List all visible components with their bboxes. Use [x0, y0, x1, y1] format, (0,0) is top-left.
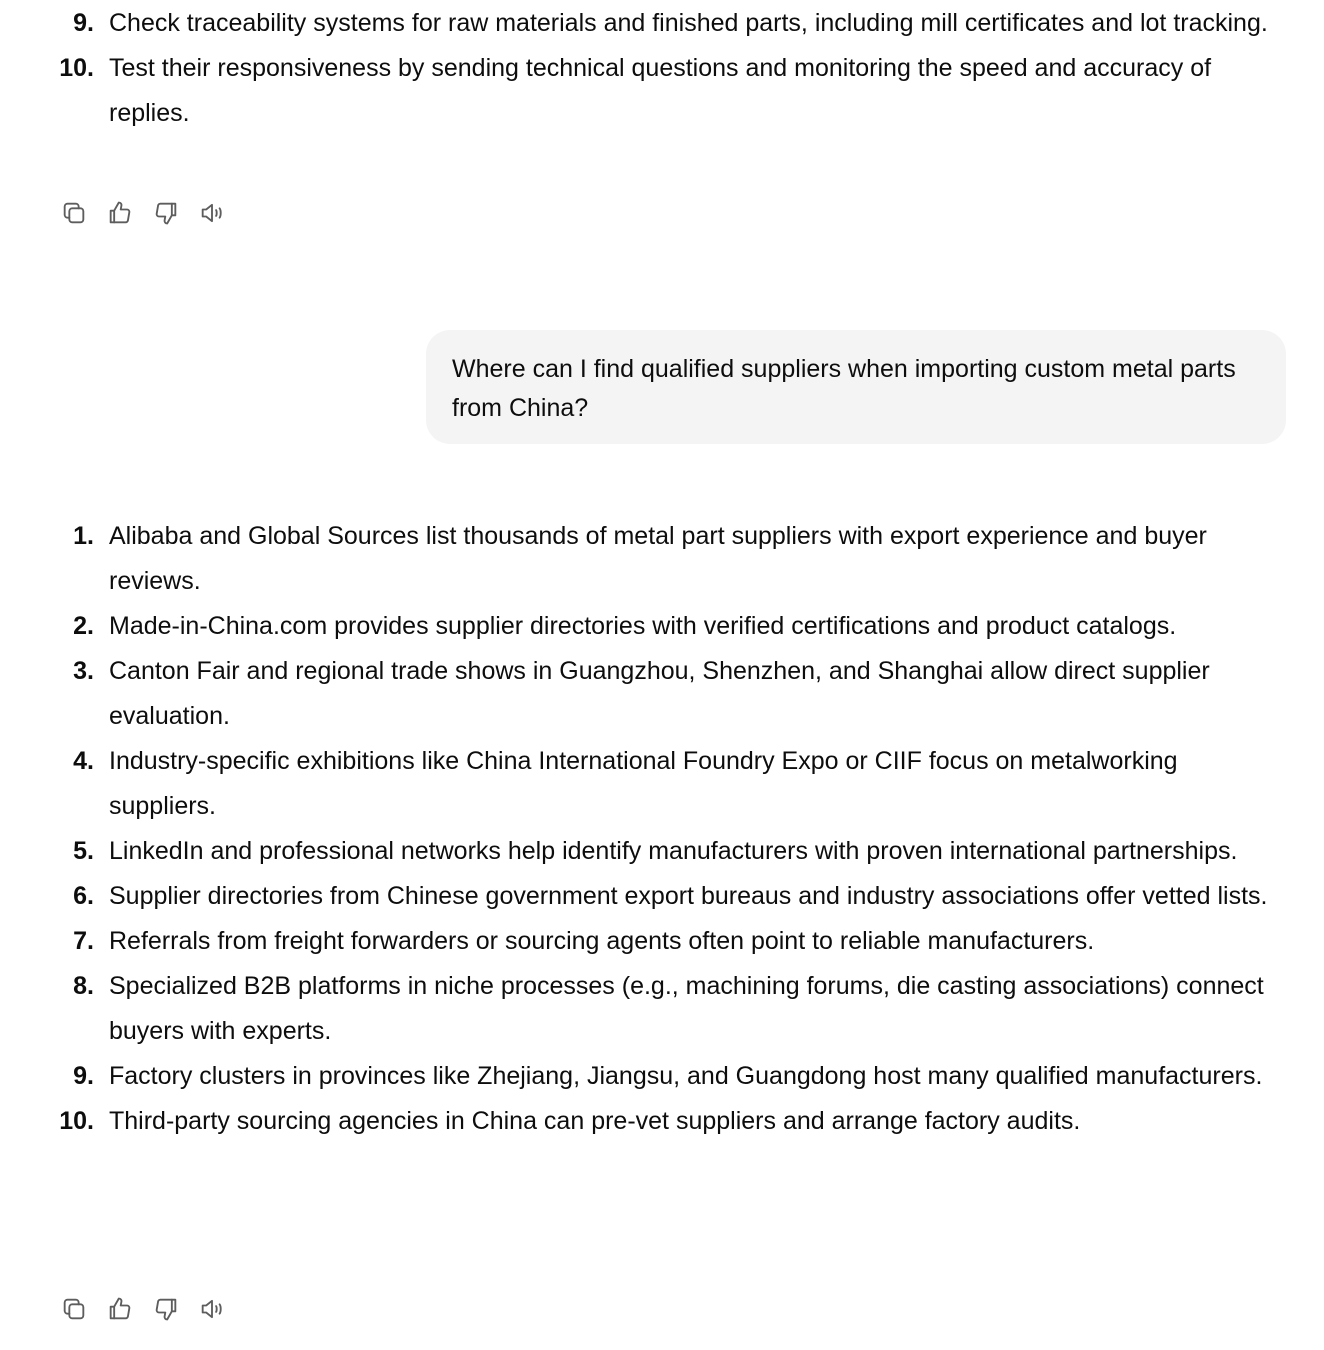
list-item-text: Specialized B2B platforms in niche processes (e.g., machining forums, die casting associations) connect buyers with experts. — [109, 972, 1264, 1045]
previous-response-list — [0, 1, 1324, 136]
list-item — [0, 739, 1324, 829]
thumbs-down-icon — [152, 1295, 180, 1323]
list-item — [0, 514, 1324, 604]
list-item-text: Industry-specific exhibitions like China International Foundry Expo or CIIF focus on metalworking suppliers. — [109, 747, 1178, 820]
list-item-text: LinkedIn and professional networks help identify manufacturers with proven international partnerships. — [109, 837, 1238, 865]
list-item-number: 2. — [73, 612, 94, 640]
list-item-number: 5. — [73, 837, 94, 865]
thumbs-up-icon — [106, 1295, 134, 1323]
list-item-text: Canton Fair and regional trade shows in Guangzhou, Shenzhen, and Shanghai allow direct supplier evaluation. — [109, 657, 1210, 730]
thumbs-down-icon — [152, 199, 180, 227]
list-item — [0, 919, 1324, 964]
list-item — [0, 964, 1324, 1054]
list-item-number: 10. — [59, 54, 94, 82]
list-item-text: Alibaba and Global Sources list thousands of metal part suppliers with export experience and buyer reviews. — [109, 522, 1207, 595]
list-item — [0, 46, 1324, 136]
list-item-text: Supplier directories from Chinese government export bureaus and industry associations offer vetted lists. — [109, 882, 1268, 910]
list-item — [0, 649, 1324, 739]
list-item-number: 9. — [73, 9, 94, 37]
read-aloud-button[interactable] — [194, 1291, 230, 1327]
copy-icon — [60, 199, 88, 227]
list-item-number: 6. — [73, 882, 94, 910]
read-aloud-icon — [198, 1295, 226, 1323]
copy-button[interactable] — [56, 195, 92, 231]
list-item — [0, 1, 1324, 46]
list-item-text: Third-party sourcing agencies in China can pre-vet suppliers and arrange factory audits. — [109, 1107, 1081, 1135]
read-aloud-icon — [198, 199, 226, 227]
list-item-text: Factory clusters in provinces like Zhejiang, Jiangsu, and Guangdong host many qualified manufacturers. — [109, 1062, 1263, 1090]
previous-response-actions — [56, 195, 230, 231]
thumbs-up-button[interactable] — [102, 195, 138, 231]
thumbs-down-button[interactable] — [148, 195, 184, 231]
list-item-number: 3. — [73, 657, 94, 685]
list-item-number: 10. — [59, 1107, 94, 1135]
thumbs-up-button[interactable] — [102, 1291, 138, 1327]
list-item-text: Referrals from freight forwarders or sourcing agents often point to reliable manufacturers. — [109, 927, 1095, 955]
read-aloud-button[interactable] — [194, 195, 230, 231]
thumbs-up-icon — [106, 199, 134, 227]
user-message-text: Where can I find qualified suppliers when importing custom metal parts from China? — [452, 355, 1236, 422]
list-item — [0, 874, 1324, 919]
response-actions — [56, 1291, 230, 1327]
list-item — [0, 1099, 1324, 1144]
list-item-text: Made-in-China.com provides supplier directories with verified certifications and product catalogs. — [109, 612, 1177, 640]
thumbs-down-button[interactable] — [148, 1291, 184, 1327]
list-item-number: 1. — [73, 522, 94, 550]
list-item-number: 9. — [73, 1062, 94, 1090]
response-list — [0, 514, 1324, 1144]
list-item — [0, 1054, 1324, 1099]
list-item — [0, 829, 1324, 874]
list-item-text: Test their responsiveness by sending technical questions and monitoring the speed and accuracy of replies. — [109, 54, 1212, 127]
list-item-number: 4. — [73, 747, 94, 775]
list-item-number: 7. — [73, 927, 94, 955]
copy-button[interactable] — [56, 1291, 92, 1327]
list-item-text: Check traceability systems for raw materials and finished parts, including mill certificates and lot tracking. — [109, 9, 1268, 37]
list-item-number: 8. — [73, 972, 94, 1000]
user-message-bubble — [426, 330, 1286, 444]
list-item — [0, 604, 1324, 649]
copy-icon — [60, 1295, 88, 1323]
